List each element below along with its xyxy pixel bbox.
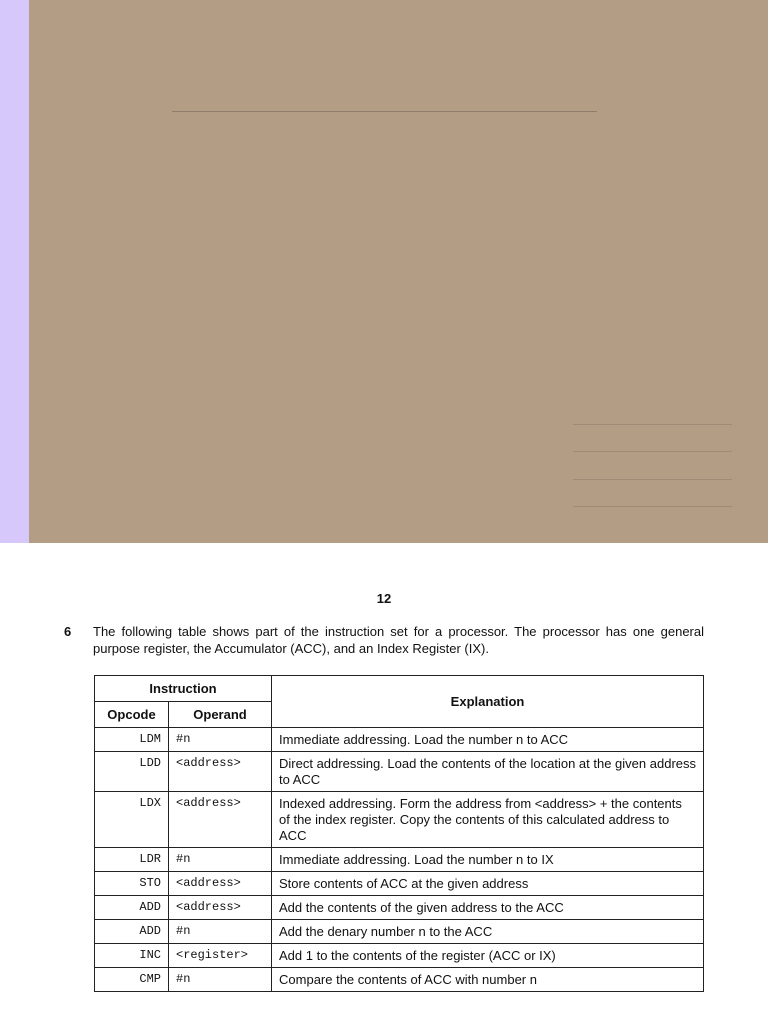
explanation-cell: Immediate addressing. Load the number n to ACC [272,728,704,752]
header-operand: Operand [169,702,272,728]
answer-line [573,506,732,507]
rule-top [172,111,597,112]
instruction-table [94,675,704,992]
explanation-cell: Direct addressing. Load the contents of the location at the given address to ACC [272,752,704,792]
table-row [95,728,704,752]
opcode-cell: ADD [95,920,169,944]
explanation-cell: Add the denary number n to the ACC [272,920,704,944]
header-instruction: Instruction [95,676,272,702]
explanation-cell: Compare the contents of ACC with number n [272,968,704,992]
table-row [95,872,704,896]
opcode-cell: LDM [95,728,169,752]
operand-cell: #n [169,920,272,944]
operand-cell: <address> [169,872,272,896]
table-row [95,896,704,920]
operand-cell: <register> [169,944,272,968]
operand-cell: <address> [169,896,272,920]
opcode-cell: LDD [95,752,169,792]
opcode-cell: STO [95,872,169,896]
explanation-cell: Store contents of ACC at the given address [272,872,704,896]
table-row [95,752,704,792]
header-opcode: Opcode [95,702,169,728]
operand-cell: <address> [169,752,272,792]
operand-cell: <address> [169,792,272,848]
left-strip [0,0,29,543]
operand-cell: #n [169,968,272,992]
table-row [95,944,704,968]
opcode-cell: LDR [95,848,169,872]
explanation-cell: Immediate addressing. Load the number n to IX [272,848,704,872]
opcode-cell: CMP [95,968,169,992]
explanation-cell: Add 1 to the contents of the register (ACC or IX) [272,944,704,968]
table-row [95,968,704,992]
header-explanation: Explanation [272,676,704,728]
opcode-cell: ADD [95,896,169,920]
answer-line [573,451,732,452]
explanation-cell: Indexed addressing. Form the address from <address> + the contents of the index register. Copy the contents of this calculated address to ACC [272,792,704,848]
table-row [95,792,704,848]
opcode-cell: INC [95,944,169,968]
answer-line [573,479,732,480]
table-row [95,920,704,944]
question-number: 6 [64,624,72,639]
page-number: 12 [376,591,392,606]
operand-cell: #n [169,848,272,872]
table-row [95,848,704,872]
explanation-cell: Add the contents of the given address to the ACC [272,896,704,920]
answer-line [573,424,732,425]
question-text: The following table shows part of the instruction set for a processor. The processor has one general purpose register, the Accumulator (ACC), and an Index Register (IX). [93,624,704,656]
opcode-cell: LDX [95,792,169,848]
operand-cell: #n [169,728,272,752]
